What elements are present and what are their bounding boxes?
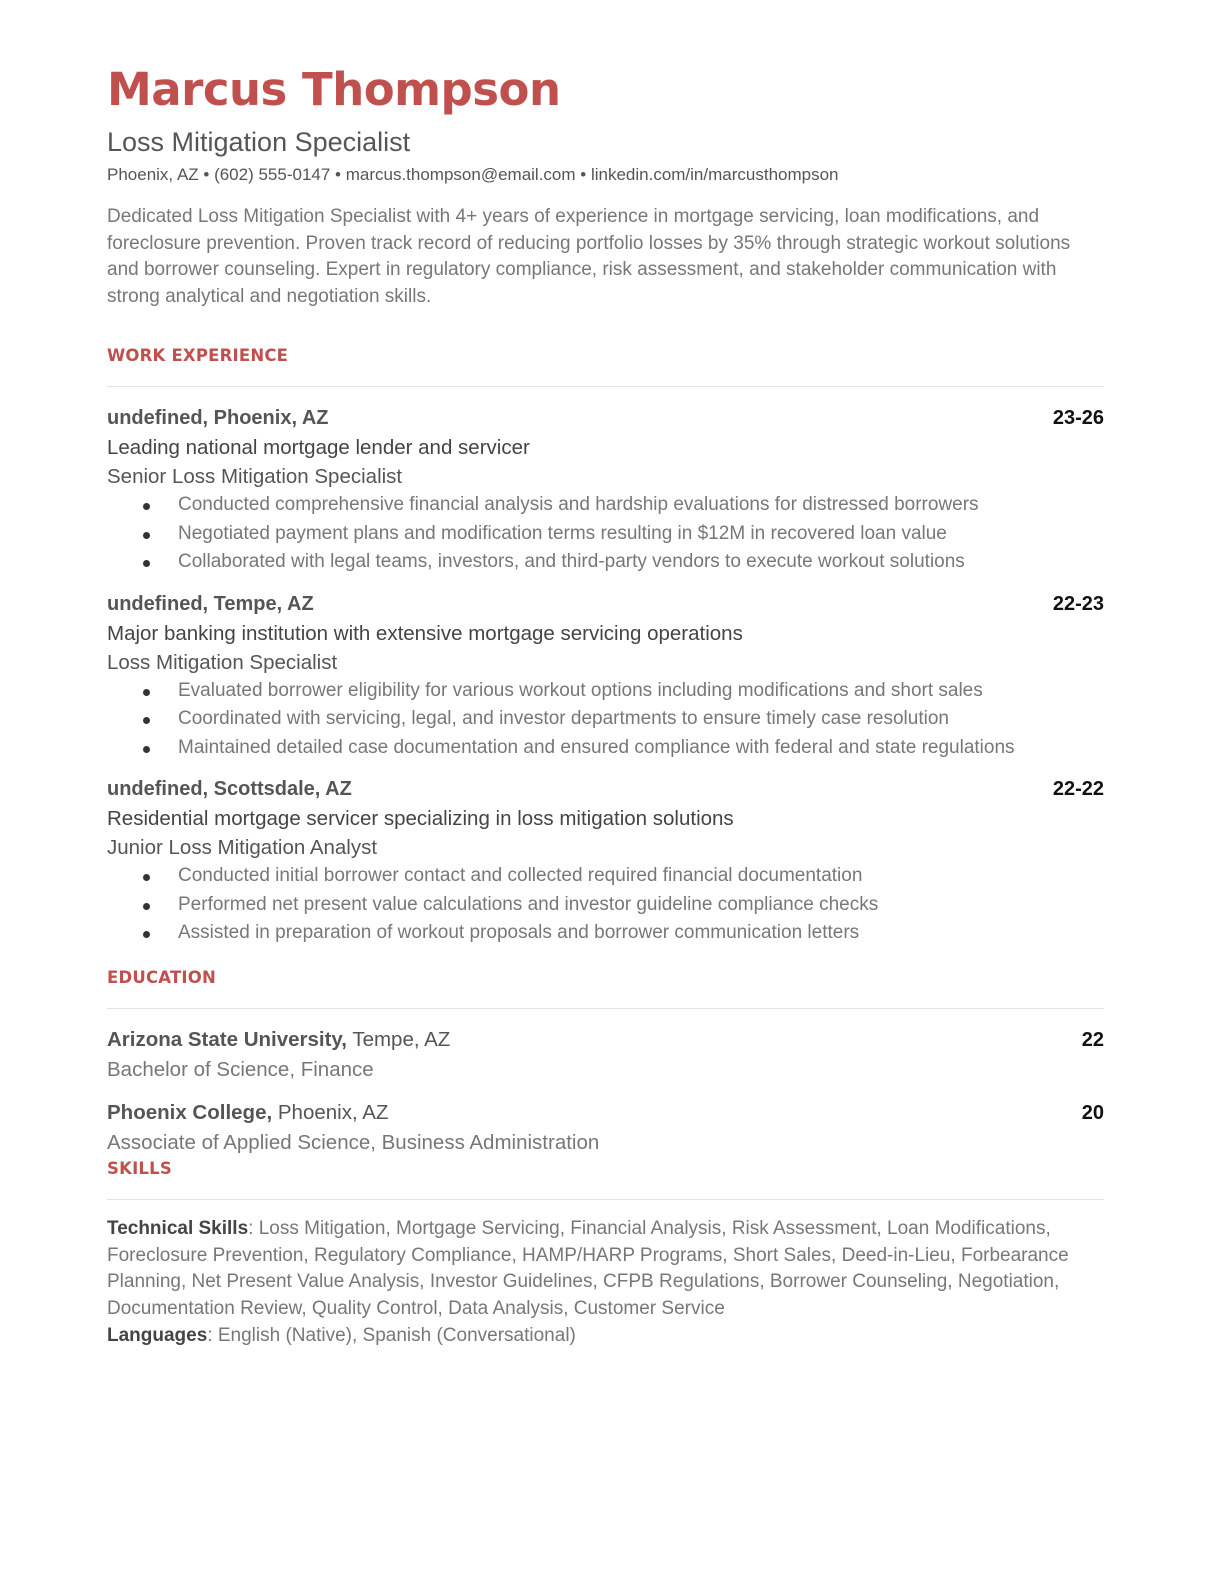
technical-skills-list: : Loss Mitigation, Mortgage Servicing, Financial Analysis, Risk Assessment, Loan Modifications, Foreclosure Prevention, Regulatory Compliance, HAMP/HARP Programs, Short Sales, Deed-in-Lieu, Forbearance Planning, Net Present Value Analysis, Investor Guidelines, CFPB Regulations, Borrower Counseling, Negotiation, Documentation Review, Quality Control, Data Analysis, Customer Service: [107, 1217, 1069, 1319]
job-entry: [107, 775, 1104, 948]
school-line: [107, 1098, 388, 1127]
school-location: Phoenix, AZ: [272, 1100, 389, 1124]
skills-block: [107, 1216, 1104, 1350]
job-company: undefined, Tempe, AZ: [107, 592, 314, 615]
job-bullets: [107, 862, 1104, 948]
bullet-item: Conducted comprehensive financial analysis and hardship evaluations for distressed borrowers: [107, 491, 1104, 520]
job-dates: 23-26: [1052, 407, 1104, 430]
company-description: Major banking institution with extensive mortgage servicing operations: [107, 621, 743, 645]
languages-list: : English (Native), Spanish (Conversational): [207, 1324, 576, 1346]
section-divider: [107, 386, 1104, 387]
bullet-item: Collaborated with legal teams, investors, and third-party vendors to execute workout solutions: [107, 548, 1104, 577]
education-entry: [107, 1025, 1104, 1084]
bullet-item: Assisted in preparation of workout proposals and borrower communication letters: [107, 919, 1104, 948]
technical-skills: [107, 1216, 1104, 1323]
bullet-item: Performed net present value calculations and investor guideline compliance checks: [107, 891, 1104, 920]
professional-summary: Dedicated Loss Mitigation Specialist with 4+ years of experience in mortgage servicing, loan modifications, and foreclosure prevention. Proven track record of reducing portfolio losses by 35% through strategic workout solutions and borrower counseling. Expert in regulatory compliance, risk assessment, and stakeholder communication with strong analytical and negotiation skills.: [107, 206, 1071, 307]
job-company: undefined, Scottsdale, AZ: [107, 778, 352, 801]
languages: [107, 1323, 1104, 1350]
contact-line: Phoenix, AZ • (602) 555-0147 • marcus.thompson@email.com • linkedin.com/in/marcusthompson: [107, 165, 839, 184]
bullet-item: Evaluated borrower eligibility for various workout options including modifications and short sales: [107, 677, 1104, 706]
bullet-item: Conducted initial borrower contact and collected required financial documentation: [107, 862, 1104, 891]
job-company: undefined, Phoenix, AZ: [107, 407, 329, 430]
bullet-item: Maintained detailed case documentation and ensured compliance with federal and state regulations: [107, 734, 1104, 763]
section-divider: [107, 1199, 1104, 1200]
job-dates: 22-23: [1052, 592, 1104, 615]
section-divider: [107, 1008, 1104, 1009]
section-heading-education: EDUCATION: [107, 967, 216, 987]
company-description: Residential mortgage servicer specializing in loss mitigation solutions: [107, 807, 734, 831]
job-role: Loss Mitigation Specialist: [107, 650, 338, 674]
school-location: Tempe, AZ: [347, 1027, 451, 1051]
degree: Bachelor of Science, Finance: [107, 1057, 374, 1081]
candidate-name: Marcus Thompson: [107, 63, 561, 116]
job-title: Loss Mitigation Specialist: [107, 127, 411, 157]
section-heading-experience: WORK EXPERIENCE: [107, 346, 289, 366]
school-name: Phoenix College,: [107, 1100, 273, 1124]
section-heading-skills: SKILLS: [107, 1158, 172, 1178]
job-dates: 22-22: [1052, 778, 1104, 801]
job-entry: [107, 404, 1104, 577]
degree: Associate of Applied Science, Business Administration: [107, 1130, 600, 1154]
job-role: Junior Loss Mitigation Analyst: [107, 836, 378, 860]
education-year: 20: [1081, 1101, 1104, 1124]
job-entry: [107, 590, 1104, 763]
school-line: [107, 1025, 450, 1054]
company-description: Leading national mortgage lender and servicer: [107, 436, 530, 460]
education-entry: [107, 1098, 1104, 1157]
bullet-item: Negotiated payment plans and modification terms resulting in $12M in recovered loan value: [107, 520, 1104, 549]
languages-label: Languages: [107, 1324, 208, 1346]
job-bullets: [107, 677, 1104, 763]
job-bullets: [107, 491, 1104, 577]
experience-list: [107, 404, 1104, 948]
education-list: [107, 1025, 1104, 1157]
job-role: Senior Loss Mitigation Specialist: [107, 465, 403, 489]
technical-skills-label: Technical Skills: [107, 1217, 249, 1239]
school-name: Arizona State University,: [107, 1027, 347, 1051]
resume-page: [107, 62, 1104, 1349]
bullet-item: Coordinated with servicing, legal, and investor departments to ensure timely case resolution: [107, 705, 1104, 734]
education-year: 22: [1081, 1028, 1104, 1051]
